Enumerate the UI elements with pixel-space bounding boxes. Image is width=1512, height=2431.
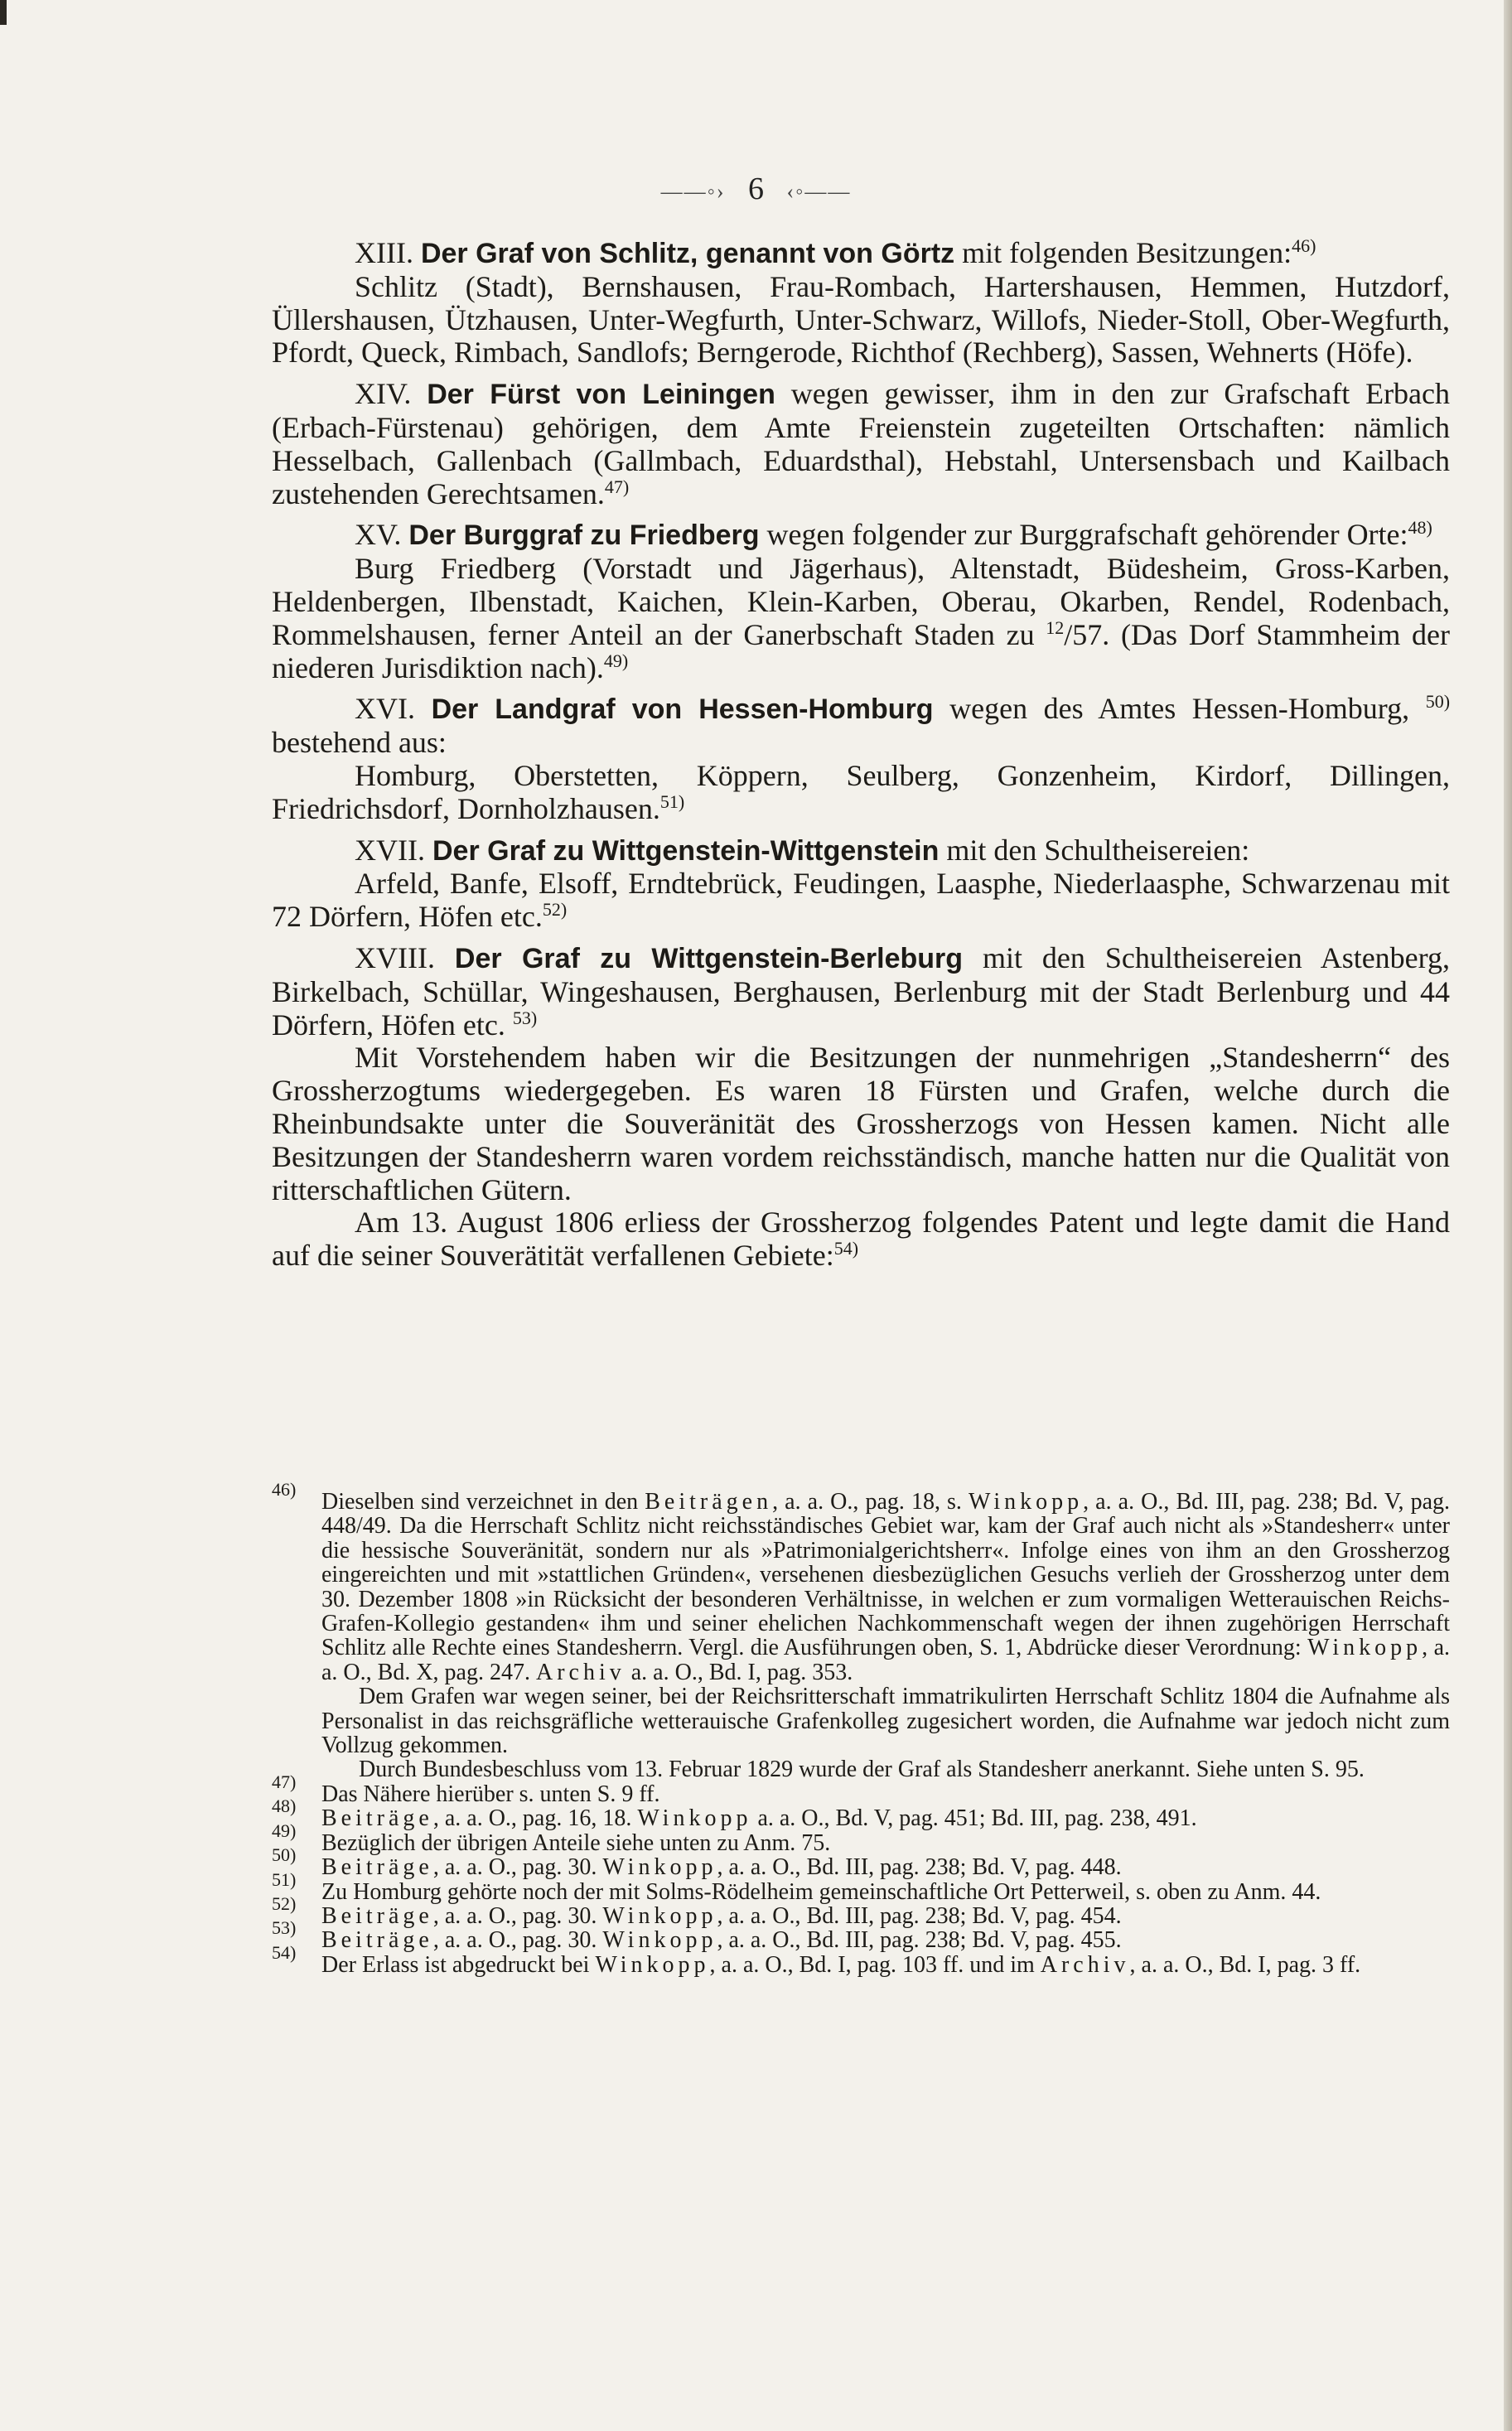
- fraction-denominator: /57.: [1064, 617, 1110, 651]
- main-text: [272, 237, 1450, 1273]
- footnote-ref: 47): [604, 476, 630, 497]
- section-xviii: XVIII. Der Graf zu Wittgenstein-Berleburg mit den Schultheisereien Astenberg, Birkelbach, Schüllar, Wingeshausen, Berghausen, Berlenburg mit der Stadt Berlenburg und 44 Dörfern, Höfen etc. $^{53)}$: [272, 940, 1450, 1042]
- section-xvii-places: Arfeld, Banfe, Elsoff, Erndtebrück, Feudingen, Laasphe, Niederlaasphe, Schwarzenau mit 72 Dörfern, Höfen etc.$^{52)}$: [272, 867, 1450, 934]
- section-number: XV.: [355, 518, 402, 552]
- book-spine-edge: [1504, 0, 1512, 2431]
- section-number: XIV.: [355, 377, 412, 411]
- section-heading: Der Burggraf zu Friedberg: [408, 520, 760, 552]
- section-number: XIII.: [355, 236, 413, 269]
- section-heading: Der Fürst von Leiningen: [427, 379, 775, 411]
- footnote-46: 46) Dieselben sind verzeichnet in den Beiträgen, a. a. O., pag. 18, s. Winkopp, a. a. O., Bd. III, pag. 238; Bd. V, pag. 448/49. Da die Herrschaft Schlitz nicht reichsständisches Gebiet war, kam der Graf auch nicht als »Standesherr« unter die hessische Souveränität, sondern nur als »Patrimonialgerichtsherr«. Infolge eines von ihm an den Grossherzog eingereichten und mit »stattlichen Gründen«, versehenen diesbezüglichen Gesuchs verlieh der Grossherzog unter dem 30. Dezember 1808 »in Rücksicht der besonderen Verhältnisse, in welchen er zum vormaligen Wetterauischen Reichs-Grafen-Kollegio gestanden« ihm und seiner ehelichen Nachkommenschaft wegen der ihnen zugehörigen Herrschaft Schlitz alle Rechte eines Standesherrn. Vergl. die Ausführungen oben, S. 1, Abdrücke dieser Verordnung: Winkopp, a. a. O., Bd. X, pag. 247. Archiv a. a. O., Bd. I, pag. 353.: [272, 1479, 1451, 1685]
- summary-paragraph: Mit Vorstehendem haben wir die Besitzungen der nunmehrigen „Standesherrn“ des Grossherzogtums wiedergegeben. Es waren 18 Fürsten und Grafen, welche durch die Rheinbundsakte unter die Souveränität des Grossherzogs von Hessen kamen. Nicht alle Besitzungen der Standesherrn waren vordem reichsständisch, manche hatten nur die Qualität von ritterschaftlichen Gütern.: [272, 1041, 1450, 1206]
- header-ornament-left: ——◦›: [660, 179, 726, 204]
- footnote-46-continued-2: Durch Bundesbeschluss vom 13. Februar 1829 wurde der Graf als Standesherr anerkannt. Siehe unten S. 95.: [359, 1757, 1365, 1783]
- footnotes: [272, 1479, 1451, 1978]
- section-number: XVI.: [355, 692, 415, 726]
- section-number: XVII.: [355, 833, 425, 867]
- header-ornament-right: ‹◦——: [786, 179, 852, 204]
- footnote-47: 47) Das Nähere hierüber s. unten S. 9 ff.: [272, 1771, 660, 1807]
- section-xiii: XIII. Der Graf von Schlitz, genannt von Görtz mit folgenden Besitzungen:$^{46)}$: [355, 235, 1316, 269]
- page-header: [0, 171, 1512, 207]
- footnote-ref: 46): [1292, 235, 1316, 256]
- footnote-ref: 51): [659, 790, 685, 812]
- footnote-53: 53) Beiträge, a. a. O., pag. 30. Winkopp, a. a. O., Bd. III, pag. 238; Bd. V, pag. 455.: [272, 1917, 1122, 1954]
- section-xvii: XVII. Der Graf zu Wittgenstein-Wittgenstein mit den Schultheisereien:: [355, 833, 1250, 867]
- section-heading: Der Graf zu Wittgenstein-Berleburg: [454, 942, 964, 974]
- section-number: XVIII.: [355, 940, 435, 974]
- patent-paragraph: Am 13. August 1806 erliess der Grossherzog folgendes Patent und legte damit die Hand auf die seiner Souverätität verfallenen Gebiete:$^{54)}$: [272, 1206, 1450, 1273]
- scan-edge-mark: [0, 0, 7, 25]
- footnote-46-continued: Dem Grafen war wegen seiner, bei der Reichsritterschaft immatrikulirten Herrschaft Schlitz 1804 die Aufnahme als Personalist in das reichsgräfliche wetterauische Grafenkolleg zugesichert worden, die Aufnahme war jedoch nicht zum Vollzug gekommen.: [321, 1684, 1450, 1759]
- fraction-numerator: 12: [1046, 616, 1065, 638]
- footnote-50: 50) Beiträge, a. a. O., pag. 30. Winkopp, a. a. O., Bd. III, pag. 238; Bd. V, pag. 448.: [272, 1844, 1122, 1881]
- section-xv-places: Burg Friedberg (Vorstadt und Jägerhaus), Altenstadt, Büdesheim, Gross-Karben, Heldenbergen, Ilbenstadt, Kaichen, Klein-Karben, Oberau, Okarben, Rendel, Rodenbach, Rommelshausen, ferner Anteil an der Ganerbschaft Staden zu $^{12}$/57. (Das Dorf Stammheim der niederen Jurisdiktion nach).$^{49)}$: [272, 552, 1451, 684]
- footnote-52: 52) Beiträge, a. a. O., pag. 30. Winkopp, a. a. O., Bd. III, pag. 238; Bd. V, pag. 454.: [272, 1892, 1122, 1929]
- section-xiii-places: Schlitz (Stadt), Bernshausen, Frau-Rombach, Hartershausen, Hemmen, Hutzdorf, Üllershausen, Ützhausen, Unter-Wegfurth, Unter-Schwarz, Willofs, Nieder-Stoll, Ober-Wegfurth, Pfordt, Queck, Rimbach, Sandlofs; Berngerode, Richthof (Rechberg), Sassen, Wehnerts (Höfe).: [272, 269, 1450, 370]
- section-heading: Der Landgraf von Hessen-Homburg: [431, 694, 934, 726]
- footnote-ref: 53): [512, 1007, 538, 1028]
- footnote-48: 48) Beiträge, a. a. O., pag. 16, 18. Winkopp a. a. O., Bd. V, pag. 451; Bd. III, pag. 238, 491.: [272, 1795, 1197, 1832]
- section-xvi-places: Homburg, Oberstetten, Köppern, Seulberg, Gonzenheim, Kirdorf, Dillingen, Friedrichsdorf, Dornholzhausen.$^{51)}$: [272, 758, 1450, 825]
- footnote-51: 51) Zu Homburg gehörte noch der mit Solms-Rödelheim gemeinschaftliche Ort Petterweil, s. oben zu Anm. 44.: [272, 1868, 1321, 1905]
- section-heading: Der Graf von Schlitz, genannt von Görtz: [420, 238, 955, 269]
- footnote-ref: 54): [833, 1238, 859, 1259]
- footnote-49: 49) Bezüglich der übrigen Anteile siehe unten zu Anm. 75.: [272, 1820, 831, 1856]
- footnote-ref: 48): [1408, 517, 1432, 539]
- footnote-54: 54) Der Erlass ist abgedruckt bei Winkopp, a. a. O., Bd. I, pag. 103 ff. und im Archiv, a. a. O., Bd. I, pag. 3 ff.: [272, 1941, 1361, 1978]
- footnote-ref: 52): [542, 899, 568, 921]
- section-xvi: XVI. Der Landgraf von Hessen-Homburg wegen des Amtes Hessen-Homburg, $^{50)}$ bestehend aus:: [272, 691, 1451, 760]
- section-heading: Der Graf zu Wittgenstein-Wittgenstein: [432, 834, 940, 867]
- footnote-ref: 50): [1425, 691, 1451, 713]
- footnote-ref: 49): [603, 650, 629, 671]
- section-xv: XV. Der Burggraf zu Friedberg wegen folgender zur Burggrafschaft gehörender Orte:$^{48)}$: [355, 517, 1432, 552]
- section-xiv: XIV. Der Fürst von Leiningen wegen gewisser, ihm in den zur Grafschaft Erbach (Erbach-Fürstenau) gehörigen, dem Amte Freienstein zugeteilten Ortschaften: nämlich Hesselbach, Gallenbach (Gallmbach, Eduardsthal), Hebstahl, Untersensbach und Kailbach zustehenden Gerechtsamen.$^{47)}$: [272, 377, 1451, 510]
- page-number: 6: [748, 172, 764, 206]
